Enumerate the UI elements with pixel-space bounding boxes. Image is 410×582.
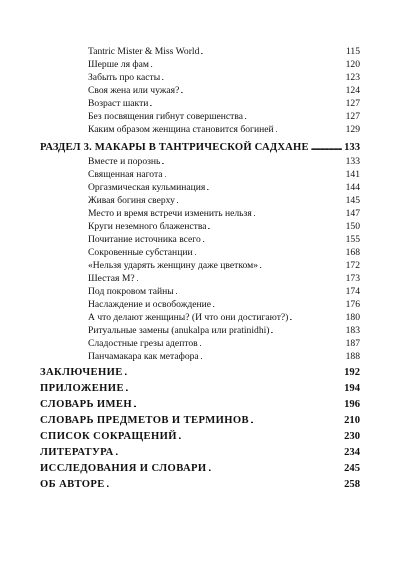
toc-entry-title: Сокровенные субстанции: [88, 247, 193, 258]
toc-entry-title: Каким образом женщина становится богиней: [88, 124, 274, 135]
dot-leader: [201, 46, 344, 58]
dot-leader: [209, 462, 343, 476]
toc-entry-page: 127: [345, 98, 360, 109]
toc-entry-page: 115: [345, 46, 360, 57]
section-page: 234: [344, 447, 360, 458]
toc-entry-page: 123: [345, 72, 360, 83]
toc-section: [40, 430, 360, 444]
toc-entry-page: 168: [345, 247, 360, 258]
section-title: ЛИТЕРАТУРА: [40, 447, 114, 458]
toc-entry-page: 150: [345, 221, 360, 232]
toc-entry-title: Забыть про касты: [88, 72, 161, 83]
dot-leader: [179, 430, 342, 444]
toc-part-heading: [40, 141, 360, 155]
toc-section: [40, 446, 360, 460]
dot-leader: [201, 351, 344, 363]
dot-leader: [207, 182, 343, 194]
dot-leader: [213, 299, 344, 311]
dot-leader: [137, 273, 344, 285]
section-page: 196: [344, 399, 360, 410]
dot-leader: [245, 111, 344, 123]
toc-entry: [88, 85, 360, 97]
section-page: 258: [344, 479, 360, 490]
toc-entry-title: Шестая М?: [88, 273, 135, 284]
toc-section: [40, 478, 360, 492]
toc-entry-title: Панчамакара как метафора: [88, 351, 199, 362]
toc-entry-title: «Нельзя ударять женщину даже цветком»: [88, 260, 259, 271]
toc-entry: [88, 312, 360, 324]
dot-leader: [126, 382, 342, 396]
toc-entry-page: 172: [345, 260, 360, 271]
toc-entry: [88, 124, 360, 136]
toc-entry-title: А что делают женщины? (И что они достигают?): [88, 312, 289, 323]
toc-entry: [88, 182, 360, 194]
toc-entry-page: 180: [345, 312, 360, 323]
dot-leader: [151, 59, 344, 71]
toc-section: [40, 414, 360, 428]
toc-entry-title: Tantric Mister & Miss World: [88, 46, 200, 57]
dot-leader: [134, 398, 342, 412]
toc-entry-page: 120: [345, 59, 360, 70]
toc-entry: [88, 195, 360, 207]
section-title: ЗАКЛЮЧЕНИЕ: [40, 367, 123, 378]
dot-leader: [150, 98, 343, 110]
toc-entry: [88, 299, 360, 311]
toc-entry: [88, 286, 360, 298]
toc-entry-title: Вместе и порознь: [88, 156, 161, 167]
section-page: 194: [344, 383, 360, 394]
section-title: ИССЛЕДОВАНИЯ И СЛОВАРИ: [40, 463, 207, 474]
dot-leader: [311, 141, 342, 155]
toc-entry-page: 147: [345, 208, 360, 219]
dot-leader: [290, 312, 343, 324]
toc-entry-page: 173: [345, 273, 360, 284]
dot-leader: [195, 247, 344, 259]
dot-leader: [200, 338, 344, 350]
dot-leader: [181, 85, 343, 97]
toc-section: [40, 366, 360, 380]
toc-entry: [88, 273, 360, 285]
toc-entry: [88, 221, 360, 233]
part-title: РАЗДЕЛ 3. МАКАРЫ В ТАНТРИЧЕСКОЙ САДХАНЕ: [40, 142, 309, 153]
toc-entry-title: Круги неземного блаженства: [88, 221, 207, 232]
toc-entry-title: Сладостные грезы адептов: [88, 338, 198, 349]
toc-entry-page: 127: [345, 111, 360, 122]
toc-entry-page: 141: [345, 169, 360, 180]
toc-entry-title: Оргазмическая кульминация: [88, 182, 206, 193]
toc-entry: [88, 98, 360, 110]
dot-leader: [271, 325, 343, 337]
toc-entry-page: 188: [345, 351, 360, 362]
section-title: СЛОВАРЬ ИМЕН: [40, 399, 133, 410]
dot-leader: [208, 221, 343, 233]
toc-entry-page: 183: [345, 325, 360, 336]
toc-entry: [88, 325, 360, 337]
toc-entry-title: Шерше ля фам: [88, 59, 149, 70]
dot-leader: [116, 446, 342, 460]
dot-leader: [176, 286, 344, 298]
section-page: 245: [344, 463, 360, 474]
section-page: 230: [344, 431, 360, 442]
toc-entry-title: Под покровом тайны: [88, 286, 174, 297]
dot-leader: [276, 124, 344, 136]
section-title: ПРИЛОЖЕНИЕ: [40, 383, 124, 394]
toc-entry: [88, 72, 360, 84]
dot-leader: [177, 195, 344, 207]
toc-entry: [88, 247, 360, 259]
toc-section: [40, 382, 360, 396]
toc-entry-page: 187: [345, 338, 360, 349]
section-title: СПИСОК СОКРАЩЕНИЙ: [40, 431, 177, 442]
toc-entry: [88, 208, 360, 220]
toc-entry-title: Без посвящения гибнут совершенства: [88, 111, 243, 122]
toc-entry-page: 124: [345, 85, 360, 96]
toc-entry: [88, 338, 360, 350]
toc-entry-title: Своя жена или чужая?: [88, 85, 180, 96]
toc-entry: [88, 46, 360, 58]
toc-entry-page: 129: [345, 124, 360, 135]
toc-entry: [88, 111, 360, 123]
section-page: 192: [344, 367, 360, 378]
toc-entry: [88, 260, 360, 272]
dot-leader: [251, 414, 342, 428]
toc-entry: [88, 351, 360, 363]
toc-entry: [88, 156, 360, 168]
toc-entry-page: 145: [345, 195, 360, 206]
dot-leader: [203, 234, 344, 246]
toc-entry-page: 133: [345, 156, 360, 167]
toc-entry-page: 155: [345, 234, 360, 245]
toc-entry-title: Наслаждение и освобождение: [88, 299, 212, 310]
section-page: 210: [344, 415, 360, 426]
part-page: 133: [344, 142, 360, 153]
toc-entry-title: Почитание источника всего: [88, 234, 201, 245]
toc-entry: [88, 234, 360, 246]
section-title: СЛОВАРЬ ПРЕДМЕТОВ И ТЕРМИНОВ: [40, 415, 249, 426]
dot-leader: [260, 260, 344, 272]
toc-section: [40, 462, 360, 476]
toc-entry-title: Место и время встречи изменить нельзя: [88, 208, 252, 219]
toc-entry: [88, 169, 360, 181]
toc-entry: [88, 59, 360, 71]
toc-entry-title: Возраст шакти: [88, 98, 149, 109]
dot-leader: [107, 478, 342, 492]
dot-leader: [254, 208, 344, 220]
toc-entry-page: 144: [345, 182, 360, 193]
toc-entry-page: 174: [345, 286, 360, 297]
toc-entry-title: Живая богиня сверху: [88, 195, 175, 206]
dot-leader: [162, 72, 343, 84]
dot-leader: [162, 156, 343, 168]
toc-entry-title: Священная нагота: [88, 169, 163, 180]
dot-leader: [165, 169, 344, 181]
toc-entry-title: Ритуальные замены (anukalpa или pratinidhi): [88, 325, 270, 336]
toc-section: [40, 398, 360, 412]
section-title: ОБ АВТОРЕ: [40, 479, 105, 490]
toc-entry-page: 176: [345, 299, 360, 310]
dot-leader: [125, 366, 342, 380]
